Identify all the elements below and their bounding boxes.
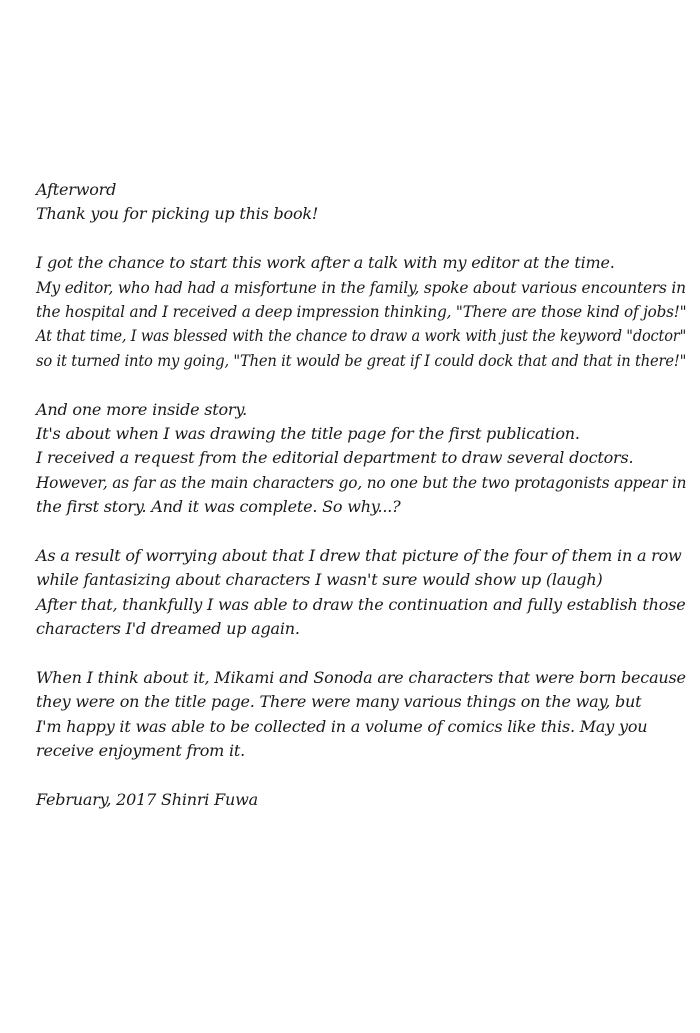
paragraph-2 — [36, 398, 686, 520]
paragraph-gap — [36, 227, 686, 251]
afterword-text — [36, 178, 686, 812]
text-line: receive enjoyment from it. — [36, 740, 246, 760]
text-line: I'm happy it was able to be collected in a volume of comics like this. May you — [36, 716, 648, 736]
text-line: And one more inside story. — [36, 399, 247, 419]
paragraph-gap — [36, 373, 686, 397]
text-line: while fantasizing about characters I wasn't sure would show up (laugh) — [36, 570, 603, 590]
text-line: they were on the title page. There were many various things on the way, but — [36, 692, 642, 712]
greeting-line: Thank you for picking up this book! — [36, 204, 319, 224]
text-line: characters I'd dreamed up again. — [36, 619, 300, 639]
text-line: However, as far as the main characters go, no one but the two protagonists appear in — [36, 472, 687, 492]
text-line: the first story. And it was complete. So why...? — [36, 497, 401, 517]
paragraph-gap — [36, 763, 686, 787]
signature: February, 2017 Shinri Fuwa — [36, 789, 258, 809]
text-line: It's about when I was drawing the title page for the first publication. — [36, 423, 580, 443]
text-line: When I think about it, Mikami and Sonoda are characters that were born because — [36, 667, 686, 687]
text-line: After that, thankfully I was able to draw the continuation and fully establish those — [36, 594, 686, 614]
paragraph-4 — [36, 666, 686, 764]
text-line: At that time, I was blessed with the chance to draw a work with just the keyword "doctor" — [36, 326, 687, 346]
paragraph-gap — [36, 519, 686, 543]
text-line: the hospital and I received a deep impression thinking, "There are those kind of jobs!" — [36, 301, 687, 321]
text-line: As a result of worrying about that I drew that picture of the four of them in a row — [36, 545, 682, 565]
page-title: Afterword — [36, 180, 117, 199]
paragraph-gap — [36, 641, 686, 665]
text-line: I received a request from the editorial department to draw several doctors. — [36, 448, 634, 468]
text-line: so it turned into my going, "Then it would be great if I could dock that and that in there!" — [36, 350, 687, 370]
paragraph-3 — [36, 544, 686, 642]
text-line: My editor, who had had a misfortune in the family, spoke about various encounters in — [36, 277, 686, 297]
paragraph-1 — [36, 251, 686, 373]
text-line: I got the chance to start this work after a talk with my editor at the time. — [36, 253, 615, 273]
